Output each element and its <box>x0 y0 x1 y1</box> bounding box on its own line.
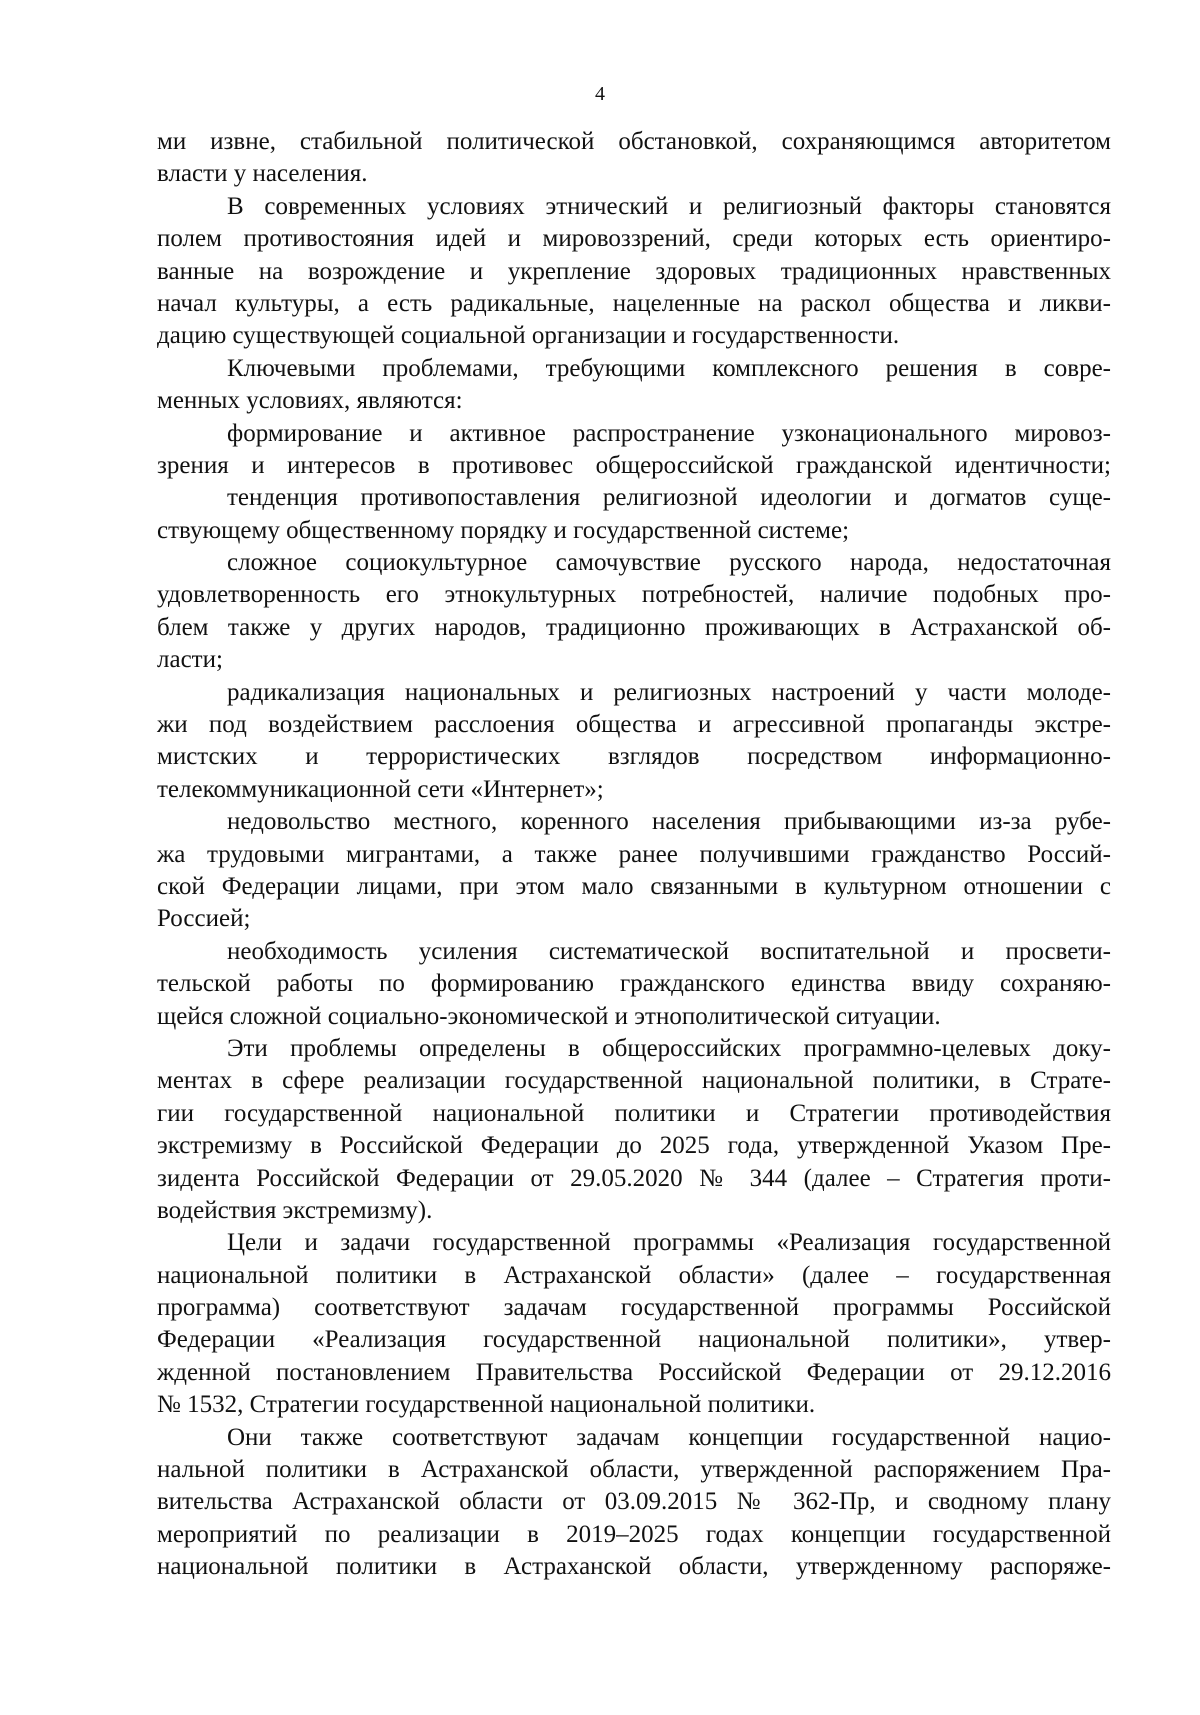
text-line: экстремизму в Российской Федерации до 2025 года, утвержденной Указом Пре- <box>157 1132 1111 1160</box>
text-line: В современных условиях этнический и религиозный факторы становятся <box>227 192 1111 220</box>
text-line: зидента Российской Федерации от 29.05.2020 № 344 (далее – Стратегия проти- <box>157 1164 1111 1192</box>
text-line: радикализация национальных и религиозных настроений у части молоде- <box>227 678 1111 706</box>
text-line: Федерации «Реализация государственной национальной политики», утвер- <box>157 1326 1111 1354</box>
text-line: Эти проблемы определены в общероссийских программно-целевых доку- <box>227 1034 1111 1062</box>
text-line: программа) соответствуют задачам государственной программы Российской <box>157 1294 1111 1322</box>
text-line: № 1532, Стратегии государственной национальной политики. <box>157 1391 816 1419</box>
text-line: начал культуры, а есть радикальные, нацеленные на раскол общества и ликви- <box>157 289 1111 317</box>
text-line: мистских и террористических взглядов посредством информационно- <box>157 743 1111 771</box>
text-line: щейся сложной социально-экономической и этнополитической ситуации. <box>157 1002 941 1030</box>
text-line: тенденция противопоставления религиозной идеологии и догматов суще- <box>227 484 1111 512</box>
text-line: ской Федерации лицами, при этом мало связанными в культурном отношении с <box>157 872 1111 900</box>
text-line: Цели и задачи государственной программы «Реализация государственной <box>227 1229 1111 1257</box>
text-line: тельской работы по формированию гражданского единства ввиду сохраняю- <box>157 970 1111 998</box>
text-line: менных условиях, являются: <box>157 387 463 415</box>
text-line: мероприятий по реализации в 2019–2025 годах концепции государственной <box>157 1520 1111 1548</box>
text-line: вительства Астраханской области от 03.09.2015 № 362-Пр, и сводному плану <box>157 1488 1111 1516</box>
text-line: дацию существующей социальной организации и государственности. <box>157 322 900 350</box>
text-line: жи под воздействием расслоения общества и агрессивной пропаганды экстре- <box>157 711 1111 739</box>
text-line: блем также у других народов, традиционно проживающих в Астраханской об- <box>157 613 1111 641</box>
text-line: ми извне, стабильной политической обстановкой, сохраняющимся авторитетом <box>157 128 1111 155</box>
text-line: формирование и активное распространение узконационального мировоз- <box>227 419 1111 447</box>
text-line: телекоммуникационной сети «Интернет»; <box>157 775 604 803</box>
text-line: удовлетворенность его этнокультурных потребностей, наличие подобных про- <box>157 581 1111 609</box>
text-line: национальной политики в Астраханской области, утвержденному распоряже- <box>157 1553 1111 1581</box>
text-line: недовольство местного, коренного населения прибывающими из-за рубе- <box>227 808 1111 836</box>
text-line: жа трудовыми мигрантами, а также ранее получившими гражданство Россий- <box>157 840 1111 868</box>
text-line: Ключевыми проблемами, требующими комплексного решения в совре- <box>227 354 1111 382</box>
text-line: ласти; <box>157 646 223 674</box>
text-line: Они также соответствуют задачам концепции государственной нацио- <box>227 1423 1111 1451</box>
text-line: сложное социокультурное самочувствие русского народа, недостаточная <box>227 549 1111 577</box>
text-line: полем противостояния идей и мировоззрений, среди которых есть ориентиро- <box>157 225 1111 253</box>
document-body <box>157 126 1111 1584</box>
text-line: водействия экстремизму). <box>157 1196 433 1224</box>
text-line: ствующему общественному порядку и государственной системе; <box>157 516 850 544</box>
text-line: зрения и интересов в противовес общероссийской гражданской идентичности; <box>157 451 1111 479</box>
text-line: Россией; <box>157 905 251 933</box>
text-line: ванные на возрождение и укрепление здоровых традиционных нравственных <box>157 257 1111 285</box>
text-line: нальной политики в Астраханской области, утвержденной распоряжением Пра- <box>157 1456 1111 1484</box>
text-line: гии государственной национальной политики и Стратегии противодействия <box>157 1099 1111 1127</box>
page-number: 4 <box>595 83 605 105</box>
text-line: национальной политики в Астраханской области» (далее – государственная <box>157 1261 1111 1289</box>
text-line: жденной постановлением Правительства Российской Федерации от 29.12.2016 <box>157 1358 1111 1386</box>
text-line: ментах в сфере реализации государственной национальной политики, в Страте- <box>157 1067 1111 1095</box>
text-line: власти у населения. <box>157 160 368 188</box>
text-line: необходимость усиления систематической воспитательной и просвети- <box>227 937 1111 965</box>
